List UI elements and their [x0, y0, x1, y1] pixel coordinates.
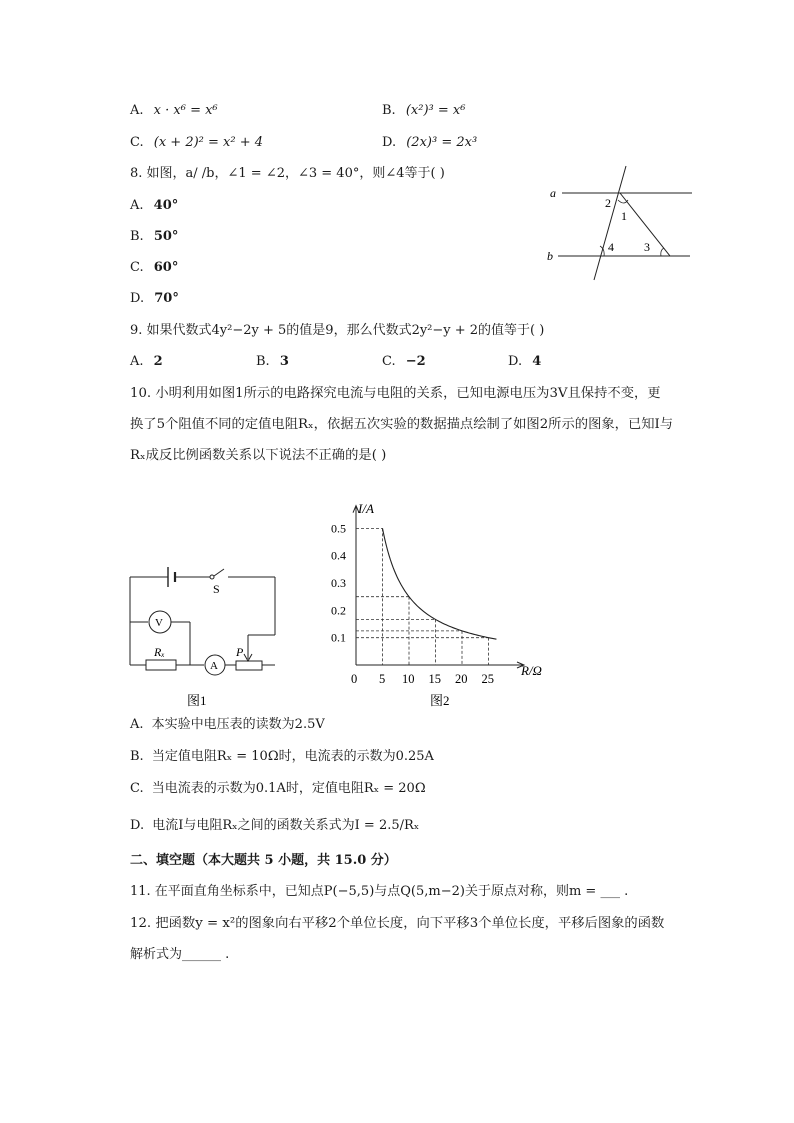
q7-option-b [382, 103, 465, 119]
q9-option-a [130, 354, 163, 370]
q10-option-text: 电流I与电阻Rₓ之间的函数关系式为I = 2.5/Rₓ [152, 818, 420, 833]
q7-option-c-text: (x + 2)² = x² + 4 [153, 135, 264, 150]
q10-option-label: B. [130, 749, 144, 764]
y-axis-label: I/A [358, 501, 374, 516]
q7-option-a-text: x · x⁶ = x⁶ [153, 103, 218, 118]
q9-option-b [256, 354, 289, 370]
figure2-caption: 图2 [430, 693, 450, 708]
q10-option-text: 当定值电阻Rₓ = 10Ω时，电流表的示数为0.25A [151, 749, 434, 764]
q8-option-b [130, 229, 178, 245]
q8-option-text: 70° [154, 291, 179, 306]
q9-option-c [382, 354, 426, 370]
q10-stem-line3: Rₓ成反比例函数关系以下说法不正确的是( ) [130, 448, 387, 463]
y-tick-label: 0.1 [331, 630, 346, 645]
ammeter-label: A [210, 660, 218, 672]
q8-option-a [130, 198, 178, 214]
transversal-left [594, 166, 626, 280]
q7-option-b-label: B. [382, 103, 396, 118]
q10-option-a [130, 717, 325, 733]
x-tick-label: 25 [481, 672, 494, 686]
label-angle-2: 2 [605, 196, 611, 210]
label-angle-1: 1 [621, 209, 627, 223]
x-tick-label: 5 [379, 672, 386, 686]
q10-option-label: C. [130, 781, 144, 796]
q9-option-label: C. [382, 354, 396, 369]
y-tick-label: 0.4 [331, 548, 346, 563]
q8-option-label: A. [130, 198, 144, 213]
slider-label: P [236, 645, 244, 659]
y-tick-label: 0.5 [331, 521, 346, 536]
resistor-label: Rₓ [154, 645, 165, 659]
origin-label: 0 [351, 672, 358, 686]
q8-option-c [130, 260, 178, 276]
section-title: 二、填空题（本大题共 5 小题，共 15.0 分） [130, 853, 397, 868]
q8-option-label: D. [130, 291, 145, 306]
q8-option-label: B. [130, 229, 144, 244]
q8-stem: 8. 如图，a/ /b，∠1 = ∠2，∠3 = 40°，则∠4等于( ) [130, 166, 445, 181]
q9-stem: 9. 如果代数式4y²−2y + 5的值是9，那么代数式2y²−y + 2的值等于( ) [130, 323, 545, 338]
circuit-diagram [120, 555, 290, 715]
q10-option-c [130, 781, 426, 797]
q10-stem-line2: 换了5个阻值不同的定值电阻Rₓ，依据五次实验的数据描点绘制了如图2所示的图象，已知I与 [130, 417, 674, 432]
q9-option-text: 3 [279, 354, 289, 369]
q10-option-b [130, 749, 434, 765]
q9-option-text: −2 [405, 354, 426, 369]
q7-option-a-label: A. [130, 103, 144, 118]
x-tick-label: 20 [455, 672, 468, 686]
q8-parallel-lines-figure [540, 160, 700, 285]
q8-option-text: 60° [153, 260, 179, 275]
q10-option-label: A. [130, 717, 144, 732]
q9-option-d [508, 354, 541, 370]
q9-option-text: 2 [153, 354, 163, 369]
q12-line2: 解析式为______ . [130, 947, 230, 962]
q7-option-b-text: (x²)³ = x⁶ [405, 103, 466, 118]
label-b: b [547, 249, 553, 263]
q8-option-text: 40° [153, 198, 179, 213]
x-tick-label: 10 [402, 672, 415, 686]
q8-option-d [130, 291, 179, 307]
q7-option-d-text: (2x)³ = 2x³ [406, 135, 478, 150]
x-axis-label: R/Ω [521, 663, 542, 678]
q7-option-c [130, 135, 263, 151]
q10-option-label: D. [130, 818, 145, 833]
q7-option-c-label: C. [130, 135, 144, 150]
label-angle-3: 3 [644, 240, 650, 254]
resistor-rx [146, 660, 176, 670]
q9-option-label: B. [256, 354, 270, 369]
label-a: a [550, 186, 556, 200]
q7-option-d [382, 135, 477, 151]
q7-option-a [130, 103, 218, 119]
figure1-caption: 图1 [187, 693, 207, 708]
q12-line1: 12. 把函数y = x²的图象向右平移2个单位长度，向下平移3个单位长度，平移后图象的函数 [130, 916, 665, 931]
q7-option-d-label: D. [382, 135, 397, 150]
angle-arc-3 [661, 248, 664, 256]
rheostat [236, 661, 262, 670]
q10-option-text: 本实验中电压表的读数为2.5V [151, 717, 325, 732]
voltmeter-label: V [155, 617, 163, 629]
switch-blade [214, 569, 224, 576]
q8-option-text: 50° [153, 229, 179, 244]
label-angle-4: 4 [608, 240, 614, 254]
switch-contact [210, 575, 214, 579]
x-tick-label: 15 [428, 672, 441, 686]
y-tick-label: 0.3 [331, 576, 346, 591]
q9-option-label: D. [508, 354, 523, 369]
q8-option-label: C. [130, 260, 144, 275]
current-resistance-graph [320, 495, 560, 715]
q10-option-d [130, 818, 419, 834]
switch-label: S [213, 582, 220, 596]
q9-option-label: A. [130, 354, 144, 369]
q10-stem-line1: 10. 小明利用如图1所示的电路探究电流与电阻的关系，已知电源电压为3V且保持不变，更 [130, 386, 661, 401]
q10-option-text: 当电流表的示数为0.1A时，定值电阻Rₓ = 20Ω [151, 781, 426, 796]
q11-text: 11. 在平面直角坐标系中，已知点P(−5,5)与点Q(5,m−2)关于原点对称，则m = ___ . [130, 884, 629, 899]
q9-option-text: 4 [532, 354, 542, 369]
y-tick-label: 0.2 [331, 603, 346, 618]
curve-series [383, 528, 497, 639]
